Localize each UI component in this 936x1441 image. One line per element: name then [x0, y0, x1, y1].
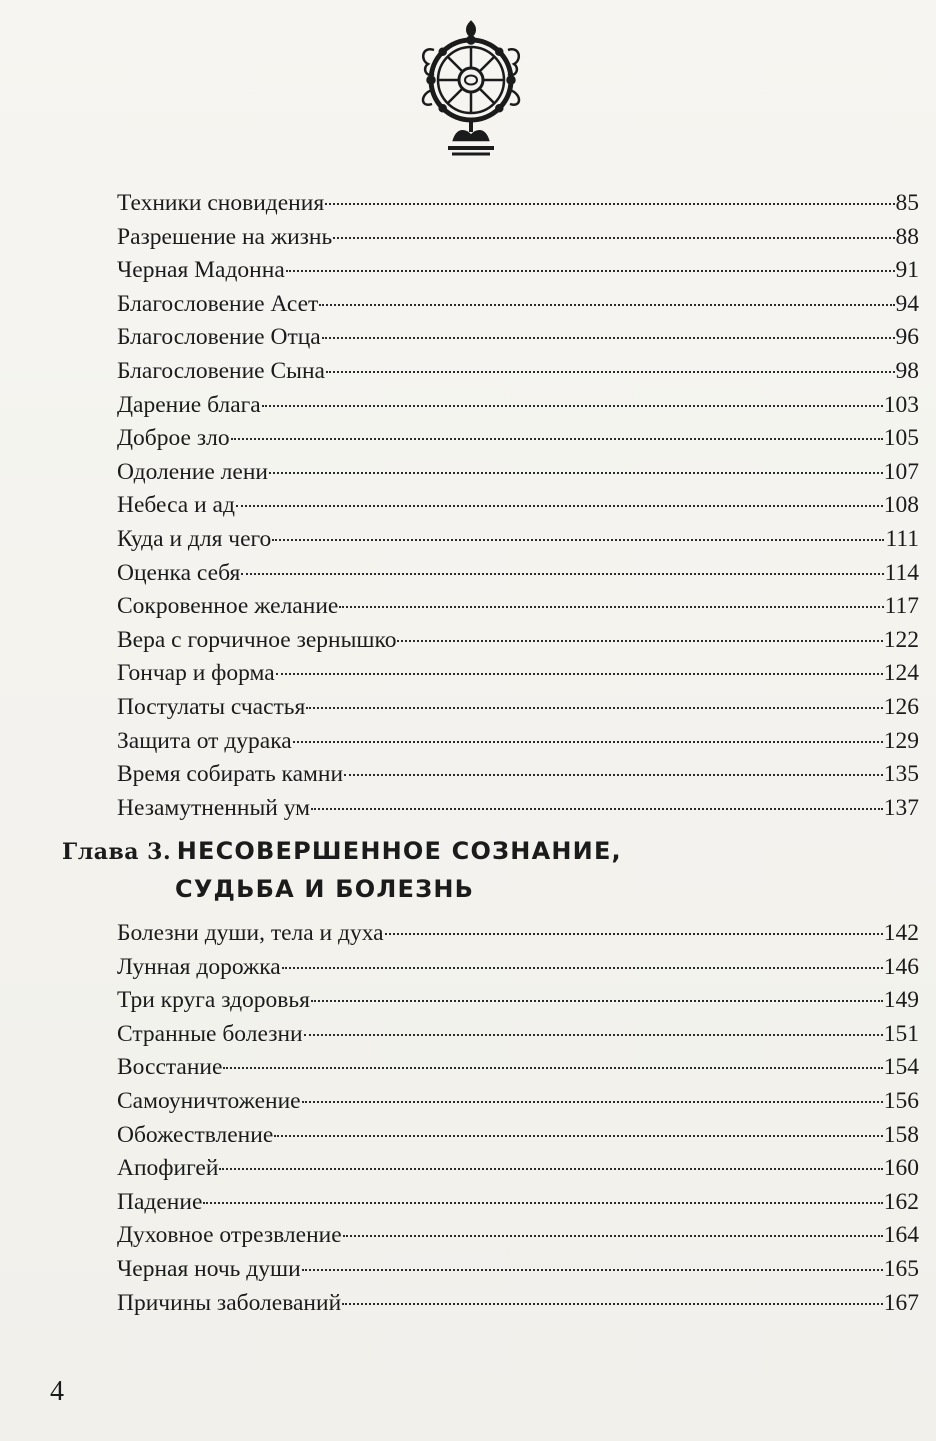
toc-entry-page: 124 — [883, 660, 919, 687]
toc-entry-page: 114 — [884, 559, 919, 586]
toc-entry — [117, 950, 919, 984]
toc-entry-page: 164 — [883, 1222, 919, 1249]
toc-entry-title: Благословение Отца — [117, 324, 321, 351]
toc-entry — [117, 220, 919, 254]
toc-entry-title: Духовное отрезвление — [117, 1222, 342, 1249]
chapter-title-line-1: НЕСОВЕРШЕННОЕ СОЗНАНИЕ, — [176, 837, 622, 865]
toc-entry-title: Разрешение на жизнь — [117, 223, 333, 250]
toc-entry-title: Оценка себя — [117, 559, 241, 586]
toc-entry-title: Благословение Асет — [117, 290, 319, 317]
toc-entry — [117, 186, 919, 220]
dot-leader — [203, 1201, 882, 1204]
dot-leader — [311, 807, 883, 810]
toc-entry-page: 142 — [883, 920, 919, 946]
toc-entry — [117, 287, 919, 321]
toc-entry-page: 96 — [895, 324, 919, 351]
dot-leader — [311, 999, 883, 1002]
toc-entry — [117, 320, 919, 354]
toc-entry-title: Дарение блага — [117, 391, 261, 418]
toc-entry — [117, 455, 919, 489]
toc-entry-title: Восстание — [117, 1054, 223, 1081]
dot-leader — [325, 202, 894, 205]
toc-entry-page: 91 — [895, 257, 919, 284]
dot-leader — [272, 538, 884, 541]
toc-entry-title: Незамутненный ум — [117, 794, 311, 821]
toc-entry-page: 158 — [883, 1121, 919, 1148]
toc-entry-title: Черная Мадонна — [117, 257, 285, 284]
dot-leader — [293, 740, 883, 743]
toc-entry-title: Одоление лени — [117, 458, 268, 485]
toc-entry-page: 146 — [883, 953, 919, 980]
dot-leader — [282, 966, 883, 969]
dot-leader — [326, 370, 895, 373]
toc-entry-title: Благословение Сына — [117, 358, 325, 384]
toc-entry-title: Лунная дорожка — [117, 953, 281, 980]
toc-entry-page: 85 — [895, 190, 919, 216]
dot-leader — [274, 1134, 882, 1137]
chapter-title-line-2: СУДЬБА И БОЛЕЗНЬ — [175, 875, 475, 903]
dot-leader — [339, 605, 883, 608]
toc-entry — [117, 488, 919, 522]
chapter-label: Глава 3. — [62, 839, 172, 865]
toc-entry-page: 165 — [883, 1256, 919, 1282]
dot-leader — [306, 706, 882, 709]
dot-leader — [236, 504, 883, 507]
toc-entry-title: Техники сновидения — [117, 190, 325, 216]
toc-entry-title: Вера с горчичное зернышко — [117, 626, 397, 653]
toc-entry — [117, 757, 919, 791]
toc-entry — [117, 1185, 919, 1219]
toc-entry-page: 98 — [895, 358, 919, 384]
toc-entry-page: 137 — [883, 794, 919, 821]
toc-entry-title: Гончар и форма — [117, 660, 275, 687]
toc-entry — [117, 522, 919, 556]
toc-entry-page: 154 — [883, 1054, 919, 1081]
toc-entry — [117, 1252, 919, 1286]
toc-entry-page: 129 — [883, 727, 919, 754]
dot-leader — [344, 773, 883, 776]
toc-entry — [117, 623, 919, 657]
toc-entry — [117, 1151, 919, 1185]
dot-leader — [302, 1100, 883, 1103]
toc-entry-page: 149 — [883, 987, 919, 1014]
toc-entry — [117, 690, 919, 724]
dot-leader — [304, 1033, 883, 1036]
dot-leader — [385, 932, 883, 935]
toc-entry — [117, 388, 919, 422]
dot-leader — [342, 1302, 883, 1305]
toc-entry — [117, 1084, 919, 1118]
toc-entry-page: 135 — [883, 761, 919, 788]
toc-entry-page: 162 — [883, 1188, 919, 1215]
toc-entry — [117, 1286, 919, 1320]
toc-entry-title: Обожествление — [117, 1121, 274, 1148]
toc-entry-page: 111 — [885, 526, 919, 552]
dot-leader — [302, 1268, 883, 1271]
dot-leader — [223, 1066, 882, 1069]
toc-entry-title: Небеса и ад — [117, 492, 235, 519]
toc-entry-title: Сокровенное желание — [117, 593, 339, 620]
toc-entry-title: Странные болезни — [117, 1020, 303, 1047]
toc-entry — [117, 421, 919, 455]
dot-leader — [276, 672, 883, 675]
toc-entry-title: Куда и для чего — [117, 526, 272, 552]
toc-entry-page: 156 — [883, 1088, 919, 1114]
dot-leader — [322, 336, 895, 339]
toc-entry-page: 88 — [895, 223, 919, 250]
toc-entry-title: Апофигей — [117, 1155, 219, 1182]
dot-leader — [231, 437, 883, 440]
toc-entry-page: 117 — [884, 593, 919, 620]
dot-leader — [262, 404, 883, 407]
toc-entry — [117, 916, 919, 950]
toc-entry — [117, 556, 919, 590]
dharma-wheel-icon — [418, 20, 524, 160]
toc-entry — [117, 983, 919, 1017]
toc-entry — [117, 354, 919, 388]
toc-entry-page: 126 — [883, 694, 919, 720]
toc-entry-page: 103 — [883, 391, 919, 418]
toc-entry-title: Падение — [117, 1188, 203, 1215]
toc-entry-page: 108 — [883, 492, 919, 519]
dot-leader — [319, 303, 894, 306]
toc-entry-page: 160 — [883, 1155, 919, 1182]
chapter-heading — [62, 832, 862, 908]
toc-entry — [117, 1218, 919, 1252]
toc-entry-title: Три круга здоровья — [117, 987, 310, 1014]
dot-leader — [333, 236, 894, 239]
dot-leader — [269, 471, 883, 474]
dot-leader — [343, 1234, 883, 1237]
page-number: 4 — [50, 1376, 64, 1407]
dot-leader — [241, 572, 883, 575]
toc-entry — [117, 589, 919, 623]
toc-entry-title: Доброе зло — [117, 425, 230, 452]
toc-entry-title: Болезни души, тела и духа — [117, 920, 384, 946]
toc-entry-page: 105 — [883, 425, 919, 452]
toc-entry-page: 107 — [883, 458, 919, 485]
dot-leader — [219, 1167, 882, 1170]
toc-entry-title: Черная ночь души — [117, 1256, 301, 1282]
toc-entry — [117, 253, 919, 287]
toc-entry-title: Защита от дурака — [117, 727, 292, 754]
toc-entry — [117, 1017, 919, 1051]
toc-entry — [117, 791, 919, 825]
toc-entry-title: Время собирать камни — [117, 761, 344, 788]
toc-entry-page: 151 — [883, 1020, 919, 1047]
toc-entry — [117, 1118, 919, 1152]
toc-entry-title: Самоуничтожение — [117, 1088, 301, 1114]
toc-entry-page: 167 — [883, 1289, 919, 1316]
dot-leader — [397, 639, 882, 642]
toc-entry — [117, 656, 919, 690]
toc-entry — [117, 1050, 919, 1084]
dot-leader — [286, 269, 895, 272]
toc-entry — [117, 724, 919, 758]
toc-entry-page: 94 — [895, 290, 919, 317]
toc-entry-page: 122 — [883, 626, 919, 653]
toc-entry-title: Причины заболеваний — [117, 1289, 342, 1316]
toc-entry-title: Постулаты счастья — [117, 694, 306, 720]
